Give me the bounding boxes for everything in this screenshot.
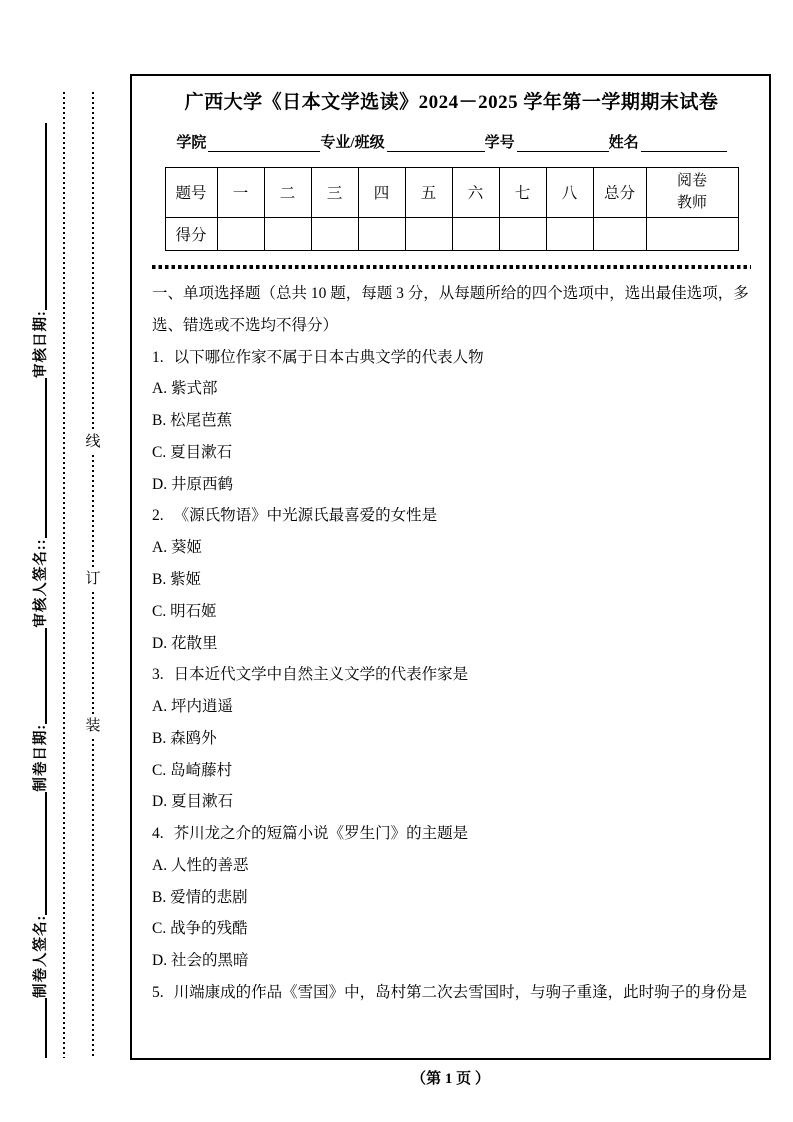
- question-5-text: 川端康成的作品《雪国》中，岛村第二次去雪国时，与驹子重逢，此时驹子的身份是: [173, 983, 748, 1001]
- question-4: [152, 818, 751, 850]
- score-table-col-total: 总分: [593, 167, 646, 217]
- question-3-option-c: C. 岛崎藤村: [152, 761, 233, 779]
- field-major-class-label: 专业/班级: [320, 134, 385, 151]
- field-student-id-blank: [517, 149, 609, 152]
- score-cell-empty: [499, 217, 546, 250]
- field-name: [609, 131, 727, 152]
- question-4-option-c: C. 战争的残酷: [152, 920, 248, 938]
- score-table-score-row: [165, 217, 738, 250]
- section-heading: 一、单项选择题（总共 10 题，每题 3 分，从每题所给的四个选项中，选出最佳选项，多选、错选或不选均不得分）: [152, 285, 749, 334]
- question-3: [152, 659, 751, 691]
- question-5-number: 5.: [152, 983, 164, 1001]
- score-cell-empty: [311, 217, 358, 250]
- question-4-option-d: D. 社会的黑暗: [152, 952, 249, 970]
- score-table-corner: 题号: [165, 167, 217, 217]
- question-1-text: 以下哪位作家不属于日本古典文学的代表人物: [173, 348, 484, 366]
- question-3-option-b: B. 森鸥外: [152, 729, 217, 747]
- signature-blank-line: [45, 628, 47, 724]
- signature-blank-line: [45, 998, 47, 1058]
- score-cell-empty: [546, 217, 593, 250]
- score-table: [165, 167, 739, 251]
- field-college-label: 学院: [176, 134, 207, 151]
- score-cell-empty: [217, 217, 264, 250]
- score-table-col-1: 一: [217, 167, 264, 217]
- footer-page-number: （第 1 页 ）: [411, 1071, 490, 1087]
- section-separator-dotted: [152, 265, 751, 270]
- question-2-option-c: C. 明石姬: [152, 602, 217, 620]
- binding-char-staple: 订: [85, 571, 101, 588]
- dotted-fold-line: [63, 92, 65, 1058]
- question-1-option-b: B. 松尾芭蕉: [152, 412, 233, 430]
- question-2-option-a: A. 葵姬: [152, 539, 202, 557]
- binding-line-segment: [92, 455, 94, 568]
- binding-line-segment: [92, 592, 94, 714]
- score-table-col-5: 五: [405, 167, 452, 217]
- exam-paper: [130, 74, 771, 1060]
- field-name-blank: [641, 149, 727, 152]
- field-student-id: [485, 131, 609, 152]
- question-5: [152, 977, 751, 1009]
- score-cell-empty: [358, 217, 405, 250]
- score-cell-empty: [264, 217, 311, 250]
- question-1-option-a: A. 紫式部: [152, 380, 218, 398]
- question-2-option-d: D. 花散里: [152, 634, 218, 652]
- score-table-col-grader: [646, 167, 738, 217]
- score-table-col-6: 六: [452, 167, 499, 217]
- score-cell-empty: [593, 217, 646, 250]
- field-name-label: 姓名: [608, 134, 639, 151]
- question-1-number: 1.: [152, 348, 164, 366]
- question-4-option-b: B. 爱情的悲剧: [152, 888, 248, 906]
- binding-margin-signature-strip: [24, 123, 54, 1058]
- field-major-class-blank: [387, 149, 485, 152]
- signature-blank-line: [45, 123, 47, 310]
- question-4-option-a: A. 人性的善恶: [152, 856, 249, 874]
- question-3-text: 日本近代文学中自然主义文学的代表作家是: [173, 666, 469, 684]
- binding-line-segment: [92, 739, 94, 1058]
- binding-char-line: 线: [85, 433, 101, 450]
- question-1-option-c: C. 夏目漱石: [152, 443, 233, 461]
- binding-label-maker-date: 制卷日期:: [32, 723, 49, 792]
- question-4-text: 芥川龙之介的短篇小说《罗生门》的主题是: [173, 825, 469, 843]
- question-4-number: 4.: [152, 825, 164, 843]
- field-major-class: [320, 131, 484, 152]
- field-college-blank: [208, 149, 320, 152]
- signature-blank-line: [45, 378, 47, 538]
- score-table-col-7: 七: [499, 167, 546, 217]
- score-table-score-label: 得分: [165, 217, 217, 250]
- page-title: 广西大学《日本文学选读》2024－2025 学年第一学期期末试卷: [184, 92, 719, 113]
- question-2-text: 《源氏物语》中光源氏最喜爱的女性是: [173, 507, 438, 525]
- score-table-col-2: 二: [264, 167, 311, 217]
- binding-label-maker-signature: 制卷人签名:: [32, 914, 49, 998]
- binding-line: [83, 92, 103, 1058]
- questions-area: [152, 278, 751, 1009]
- score-cell-empty: [452, 217, 499, 250]
- question-1: [152, 342, 751, 374]
- question-3-option-d: D. 夏目漱石: [152, 793, 233, 811]
- score-table-col-3: 三: [311, 167, 358, 217]
- binding-line-segment: [92, 92, 94, 430]
- question-2: [152, 500, 751, 532]
- score-table-header-row: [165, 167, 738, 217]
- signature-blank-line: [45, 792, 47, 915]
- field-college: [176, 131, 320, 152]
- question-2-number: 2.: [152, 507, 164, 525]
- student-info-row: [152, 131, 751, 152]
- field-student-id-label: 学号: [484, 134, 515, 151]
- binding-label-review-date: 审核日期:: [32, 310, 49, 378]
- question-3-option-a: A. 坪内逍遥: [152, 698, 233, 716]
- question-2-option-b: B. 紫姬: [152, 570, 202, 588]
- score-table-grader-label: 阅卷教师: [676, 172, 707, 212]
- score-cell-empty: [646, 217, 738, 250]
- score-table-col-4: 四: [358, 167, 405, 217]
- score-cell-empty: [405, 217, 452, 250]
- binding-char-bind: 装: [85, 718, 101, 735]
- question-3-number: 3.: [152, 666, 164, 684]
- binding-label-reviewer-signature: 审核人签名::: [32, 538, 49, 628]
- score-table-col-8: 八: [546, 167, 593, 217]
- question-1-option-d: D. 井原西鹤: [152, 475, 233, 493]
